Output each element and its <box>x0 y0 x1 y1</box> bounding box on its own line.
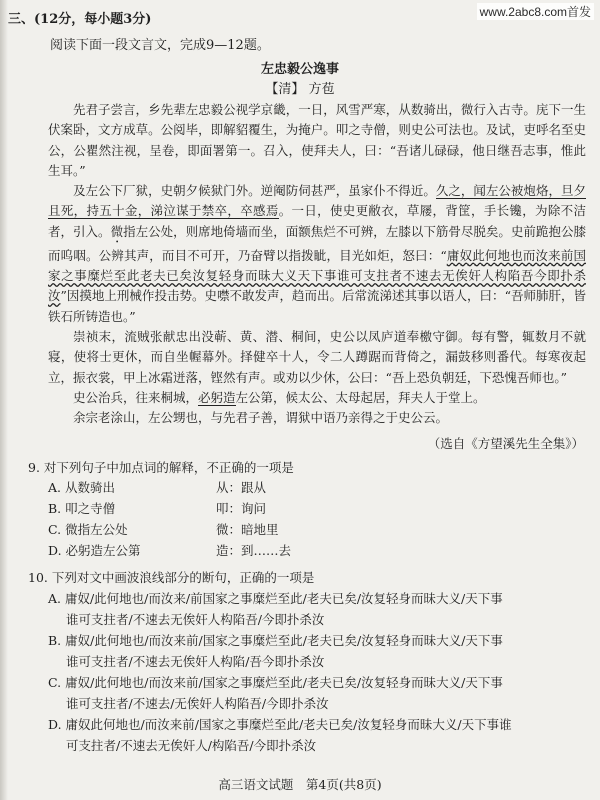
underlined-sentence: 久之，闻左公被炮烙，旦夕且死，持五十金，涕泣谋于禁卒，卒感焉 <box>48 183 586 219</box>
watermark: www.2abc8.com首发 <box>477 3 594 20</box>
wavy-underlined-passage: 庸奴此何地也而汝来前国家之事糜烂至此老夫已矣汝复轻身而昧大义天下事谁可支拄者不速去无俟奸人构陷吾今即扑杀汝 <box>48 247 586 304</box>
passage-text <box>48 100 586 428</box>
section-heading: 三、(12分，每小题3分) <box>8 12 152 27</box>
section-instruction: 阅读下面一段文言文，完成9—12题。 <box>50 38 270 53</box>
page-footer: 高三语文试题 第4页(共8页) <box>218 777 382 792</box>
p2-part-c: 指左公处，则席地倚墙而坐，面额焦烂不可辨，左膝以下筋骨尽脱矣。史前跪抱公膝而呜咽。公辨其声，而目不可开，乃奋臂以指拨眦，目光如炬，怒曰：“ <box>48 223 586 263</box>
underlined-phrase-zao: 必躬造 <box>198 389 236 405</box>
q9-option-b <box>28 499 588 520</box>
q10-option-b <box>48 631 588 672</box>
dotted-word-wei: 微 <box>110 223 124 239</box>
p2-part-b: 。一日，使史更敝衣，草屦，背筐，手长镵，为除不洁者，引入。 <box>48 203 586 239</box>
paragraph-4 <box>48 388 586 408</box>
paragraph-5: 余宗老涂山，左公甥也，与先君子善，谓狱中语乃亲得之于史公云。 <box>73 410 449 426</box>
scan-fold-shadow <box>0 0 8 800</box>
p2-part-a: 及左公下厂狱，史朝夕候狱门外。逆阉防伺甚严，虽家仆不得近。 <box>73 183 436 199</box>
q9-option-c <box>28 520 588 541</box>
question-9 <box>28 458 588 562</box>
paragraph-3: 崇祯末，流贼张献忠出没蕲、黄、潜、桐间，史公以凤庐道奉檄守御。每有警，辄数月不就寝，使将士更休，而自坐幄幕外。择健卒十人，令二人蹲踞而背倚之，漏鼓移则番代。每寒夜起立，振衣裳，甲上冰霜迸落，铿然有声。或劝以少休，公曰：“吾上恐负朝廷，下恐愧吾师也。” <box>48 328 586 385</box>
p4-part-b: 左公第，候太公、太母起居，拜夫人于堂上。 <box>235 389 486 405</box>
q10-option-d <box>48 715 588 756</box>
p4-part-a: 史公治兵，往来桐城， <box>73 389 199 405</box>
q9-option-d-meaning: 造：到……去 <box>216 543 292 558</box>
q9-option-a-label: A. 从数骑出 <box>48 480 115 495</box>
q9-option-b-label: B. 叩之寺僧 <box>48 501 116 516</box>
q10-option-c-line1: C. 庸奴/此何地也/而汝来前/国家之事糜烂至此/老夫已矣/汝复轻身而昧大义/天下事 <box>48 675 503 690</box>
question-10-stem: 10. 下列对文中画波浪线部分的断句，正确的一项是 <box>28 570 315 585</box>
q10-option-d-line1: D. 庸奴此何地也/而汝来前/国家之事糜烂至此/老夫已矣/汝复轻身而昧大义/天下事谁 <box>48 717 512 732</box>
q9-option-c-label: C. 微指左公处 <box>48 522 128 537</box>
q10-option-a-line1: A. 庸奴/此何地也/而汝来/前国家之事糜烂至此/老夫已矣/汝复轻身而昧大义/天下事 <box>48 591 503 606</box>
p2-part-e: ”因摸地上刑械作投击势。史噤不敢发声，趋而出。后常流涕述其事以语人，曰：“吾师肺肝，皆铁石所铸造也。” <box>48 288 586 324</box>
passage-source: （选自《方望溪先生全集》） <box>427 436 584 451</box>
q10-option-d-line2: 可支拄者/不速去无俟奸人/构陷吾/今即扑杀汝 <box>66 737 317 753</box>
question-10 <box>28 568 588 756</box>
q9-option-d-label: D. 必躬造左公第 <box>48 543 141 558</box>
paragraph-2 <box>48 181 586 327</box>
q10-option-a-line2: 谁可支拄者/不速去无俟奸人构陷吾/今即扑杀汝 <box>66 611 325 627</box>
passage-title: 左忠毅公逸事 <box>260 62 339 77</box>
q10-option-c-line2: 谁可支拄者/不速去/无俟奸人构陷吾/今即扑杀汝 <box>66 695 329 711</box>
paragraph-1: 先君子尝言，乡先辈左忠毅公视学京畿，一日，风雪严寒，从数骑出，微行入古寺。庑下一生伏案卧，文方成草。公阅毕，即解貂覆生，为掩户。叩之寺僧，则史公可法也。及试，吏呼名至史公，公瞿然注视，呈卷，即面署第一。召入，使拜夫人，曰：“吾诸儿碌碌，他日继吾志事，惟此生耳。” <box>48 102 586 178</box>
q9-option-d <box>28 541 588 562</box>
q10-option-c <box>48 673 588 714</box>
q10-option-b-line1: B. 庸奴/此何地也/而汝来前/国家之事糜烂至此/老夫已矣/汝复轻身而昧大义/天下事 <box>48 633 503 648</box>
q10-option-b-line2: 谁可支拄者/不速去无俟奸人构陷/吾今即扑杀汝 <box>66 653 325 669</box>
q9-option-b-meaning: 叩：询问 <box>216 501 267 516</box>
passage-author: 【清】 方苞 <box>265 82 335 97</box>
q9-option-c-meaning: 微：暗地里 <box>216 522 279 537</box>
question-9-stem: 9. 对下列句子中加点词的解释，不正确的一项是 <box>28 460 294 475</box>
q9-option-a-meaning: 从：跟从 <box>216 480 267 495</box>
q9-option-a <box>28 478 588 499</box>
q10-option-a <box>48 589 588 630</box>
